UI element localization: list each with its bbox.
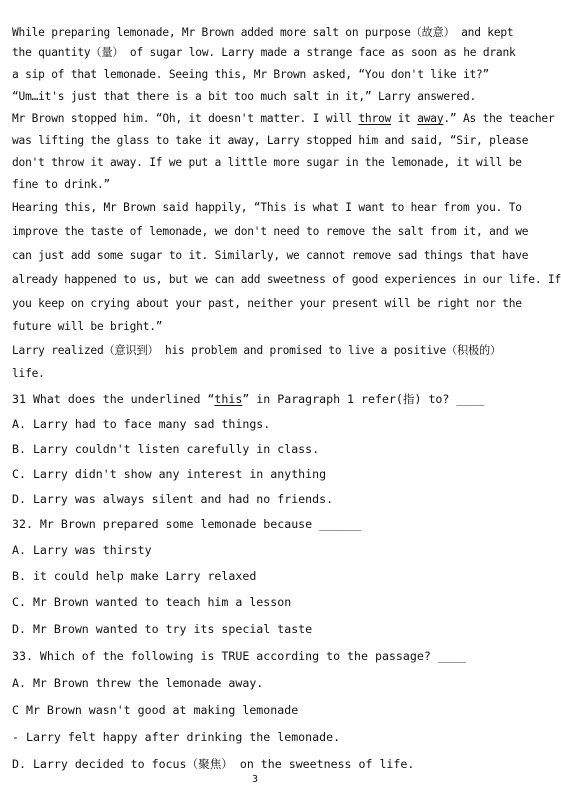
question-32-option-c[interactable]: C. Mr Brown wanted to teach him a lesson: [12, 595, 292, 609]
underlined-word-throw: throw: [358, 112, 392, 125]
passage-line: life.: [12, 367, 45, 380]
passage-line: was lifting the glass to take it away, Larry stopped him and said, “Sir, please: [12, 134, 529, 147]
question-32-option-a[interactable]: A. Larry was thirsty: [12, 543, 152, 557]
question-32-stem: 32. Mr Brown prepared some lemonade because ______: [12, 517, 362, 531]
passage-line: a sip of that lemonade. Seeing this, Mr Brown asked, “You don't like it?”: [12, 68, 490, 81]
question-31-stem: [12, 392, 502, 406]
passage-line: future will be bright.”: [12, 320, 163, 333]
underlined-word-this: this: [214, 392, 243, 406]
question-32-option-d[interactable]: D. Mr Brown wanted to try its special taste: [12, 622, 313, 636]
passage-line: fine to drink.”: [12, 178, 111, 191]
passage-line: you keep on crying about your past, neither your present will be right nor the: [12, 297, 522, 310]
passage-line: the quantity（量） of sugar low. Larry made a strange face as soon as he drank: [12, 46, 516, 59]
passage-line: While preparing lemonade, Mr Brown added more salt on purpose（故意） and kept: [12, 26, 514, 39]
question-text: 31 What does the underlined “: [12, 392, 215, 406]
passage-text: .” As the teacher: [443, 112, 555, 125]
passage-line: [12, 112, 555, 126]
passage-line: improve the taste of lemonade, we don't need to remove the salt from it, and we: [12, 225, 529, 238]
passage-text: it: [391, 112, 418, 125]
question-31-option-b[interactable]: B. Larry couldn't listen carefully in class.: [12, 442, 320, 456]
underlined-word-away: away: [417, 112, 444, 125]
passage-line: Hearing this, Mr Brown said happily, “This is what I want to hear from you. To: [12, 201, 522, 214]
passage-text: Mr Brown stopped him. “Oh, it doesn't matter. I will: [12, 112, 359, 125]
passage-line: “Um…it's just that there is a bit too much salt in it,” Larry answered.: [12, 90, 477, 103]
question-33-option-c[interactable]: - Larry felt happy after drinking the lemonade.: [12, 730, 341, 744]
question-33-option-b[interactable]: C Mr Brown wasn't good at making lemonade: [12, 703, 299, 717]
question-31-option-d[interactable]: D. Larry was always silent and had no friends.: [12, 492, 334, 506]
question-33-stem: 33. Which of the following is TRUE according to the passage? ____: [12, 649, 466, 663]
passage-line: Larry realized（意识到） his problem and promised to live a positive（积极的）: [12, 344, 501, 357]
question-33-option-d[interactable]: D. Larry decided to focus（聚焦） on the sweetness of life.: [12, 757, 415, 771]
question-31-option-c[interactable]: C. Larry didn't show any interest in anything: [12, 467, 327, 481]
passage-line: can just add some sugar to it. Similarly, we cannot remove sad things that have: [12, 249, 529, 262]
passage-line: don't throw it away. If we put a little more sugar in the lemonade, it will be: [12, 156, 522, 169]
question-31-option-a[interactable]: A. Larry had to face many sad things.: [12, 417, 271, 431]
question-text: ” in Paragraph 1 refer(指) to? ____: [242, 392, 485, 406]
question-33-option-a[interactable]: A. Mr Brown threw the lemonade away.: [12, 676, 264, 690]
question-32-option-b[interactable]: B. it could help make Larry relaxed: [12, 569, 257, 583]
page-number: 3: [251, 774, 259, 785]
passage-line: already happened to us, but we can add sweetness of good experiences in our life. If: [12, 273, 561, 286]
